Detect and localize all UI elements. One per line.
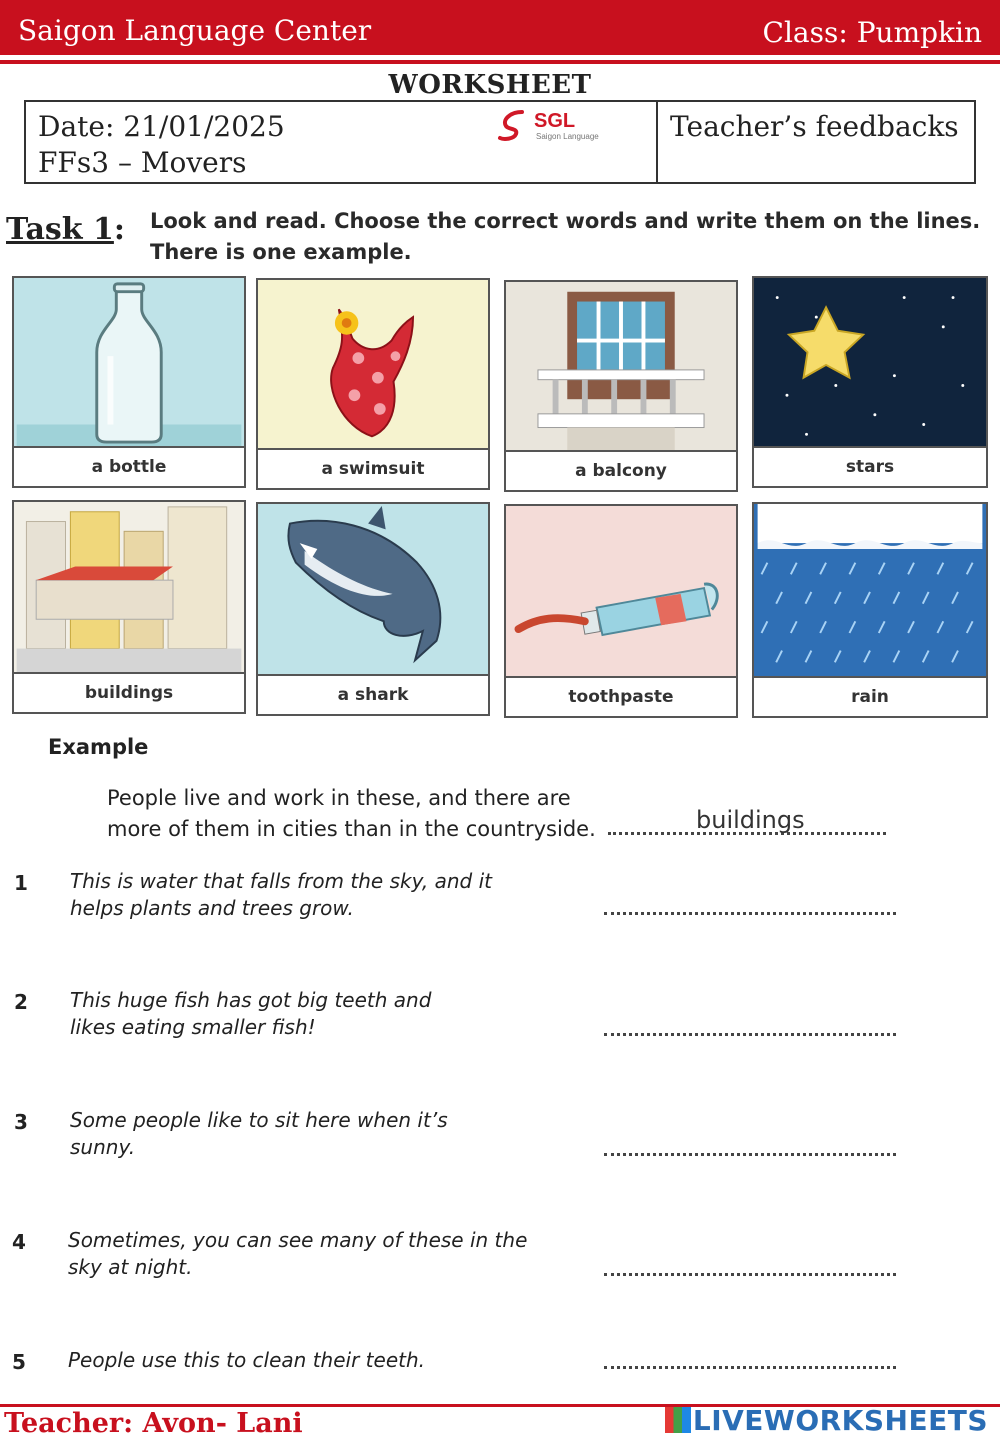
logo-brand: SGL (534, 110, 576, 132)
center-name: Saigon Language Center (18, 14, 372, 47)
picture-caption: a bottle (91, 457, 167, 477)
question-number: 5 (12, 1350, 26, 1374)
feedback-label: Teacher’s feedbacks (670, 110, 959, 143)
header-bar (0, 0, 1000, 55)
header-rule (0, 60, 1000, 64)
picture-card-shark (256, 502, 490, 716)
example-heading: Example (48, 735, 149, 759)
example-answer: buildings (696, 806, 805, 834)
picture-caption: buildings (84, 683, 174, 703)
info-box (24, 100, 976, 184)
task-label (6, 212, 125, 247)
answer-input-4[interactable] (604, 1273, 896, 1276)
answer-input-5[interactable] (604, 1366, 896, 1369)
picture-card-stars (752, 276, 988, 488)
teacher-name: Teacher: Avon- Lani (4, 1408, 303, 1439)
picture-caption: a balcony (575, 461, 667, 481)
answer-input-1[interactable] (604, 912, 896, 915)
task-instruction: Look and read. Choose the correct words and write them on the lines. There is one example. (150, 209, 981, 264)
question-number: 1 (14, 871, 28, 895)
question-number: 3 (14, 1110, 28, 1134)
question-number: 2 (14, 990, 28, 1014)
balcony-picture-icon (506, 282, 736, 450)
liveworksheets-brand: LIVEWORKSHEETS (692, 1404, 988, 1437)
logo-sub: Saigon Language (536, 132, 599, 141)
picture-card-toothpaste (504, 504, 738, 718)
star-picture-icon (754, 278, 986, 446)
answer-input-3[interactable] (604, 1153, 896, 1156)
question-text: Sometimes, you can see many of these in the sky at night. (68, 1228, 528, 1279)
picture-caption: a swimsuit (321, 459, 425, 479)
question-text: This is water that falls from the sky, and it helps plants and trees grow. (70, 869, 492, 920)
date-text: Date: 21/01/2025 (38, 110, 285, 143)
answer-input-2[interactable] (604, 1033, 896, 1036)
buildings-picture-icon (14, 502, 244, 672)
picture-caption: a shark (337, 685, 409, 705)
task-label-word: Task 1 (6, 212, 114, 247)
picture-card-buildings (12, 500, 246, 714)
question-number: 4 (12, 1230, 26, 1254)
class-label: Class: Pumpkin (762, 16, 982, 49)
sgl-logo (496, 108, 606, 142)
picture-card-bottle (12, 276, 246, 488)
rain-picture-icon (754, 504, 986, 676)
task-label-colon: : (113, 212, 125, 247)
picture-card-rain (752, 502, 988, 718)
liveworksheets-logo[interactable] (665, 1404, 988, 1437)
picture-caption: toothpaste (568, 687, 674, 707)
info-divider (656, 102, 658, 182)
level-text: FFs3 – Movers (38, 146, 247, 179)
question-text: Some people like to sit here when it’s sunny. (70, 1108, 448, 1159)
swimsuit-picture-icon (258, 280, 488, 448)
picture-card-balcony (504, 280, 738, 492)
question-text: This huge fish has got big teeth and likes eating smaller fish! (70, 988, 432, 1039)
sgl-logo-icon (496, 108, 532, 142)
picture-card-swimsuit (256, 278, 490, 490)
picture-caption: stars (845, 457, 895, 477)
toothpaste-picture-icon (506, 506, 736, 676)
worksheet-title: WORKSHEET (388, 70, 592, 100)
shark-picture-icon (258, 504, 488, 674)
question-text: People use this to clean their teeth. (68, 1348, 425, 1372)
bottle-picture-icon (14, 278, 244, 446)
liveworksheets-icon (665, 1407, 691, 1433)
example-text: People live and work in these, and there are more of them in cities than in the countryside. (107, 786, 596, 841)
picture-caption: rain (851, 687, 889, 707)
